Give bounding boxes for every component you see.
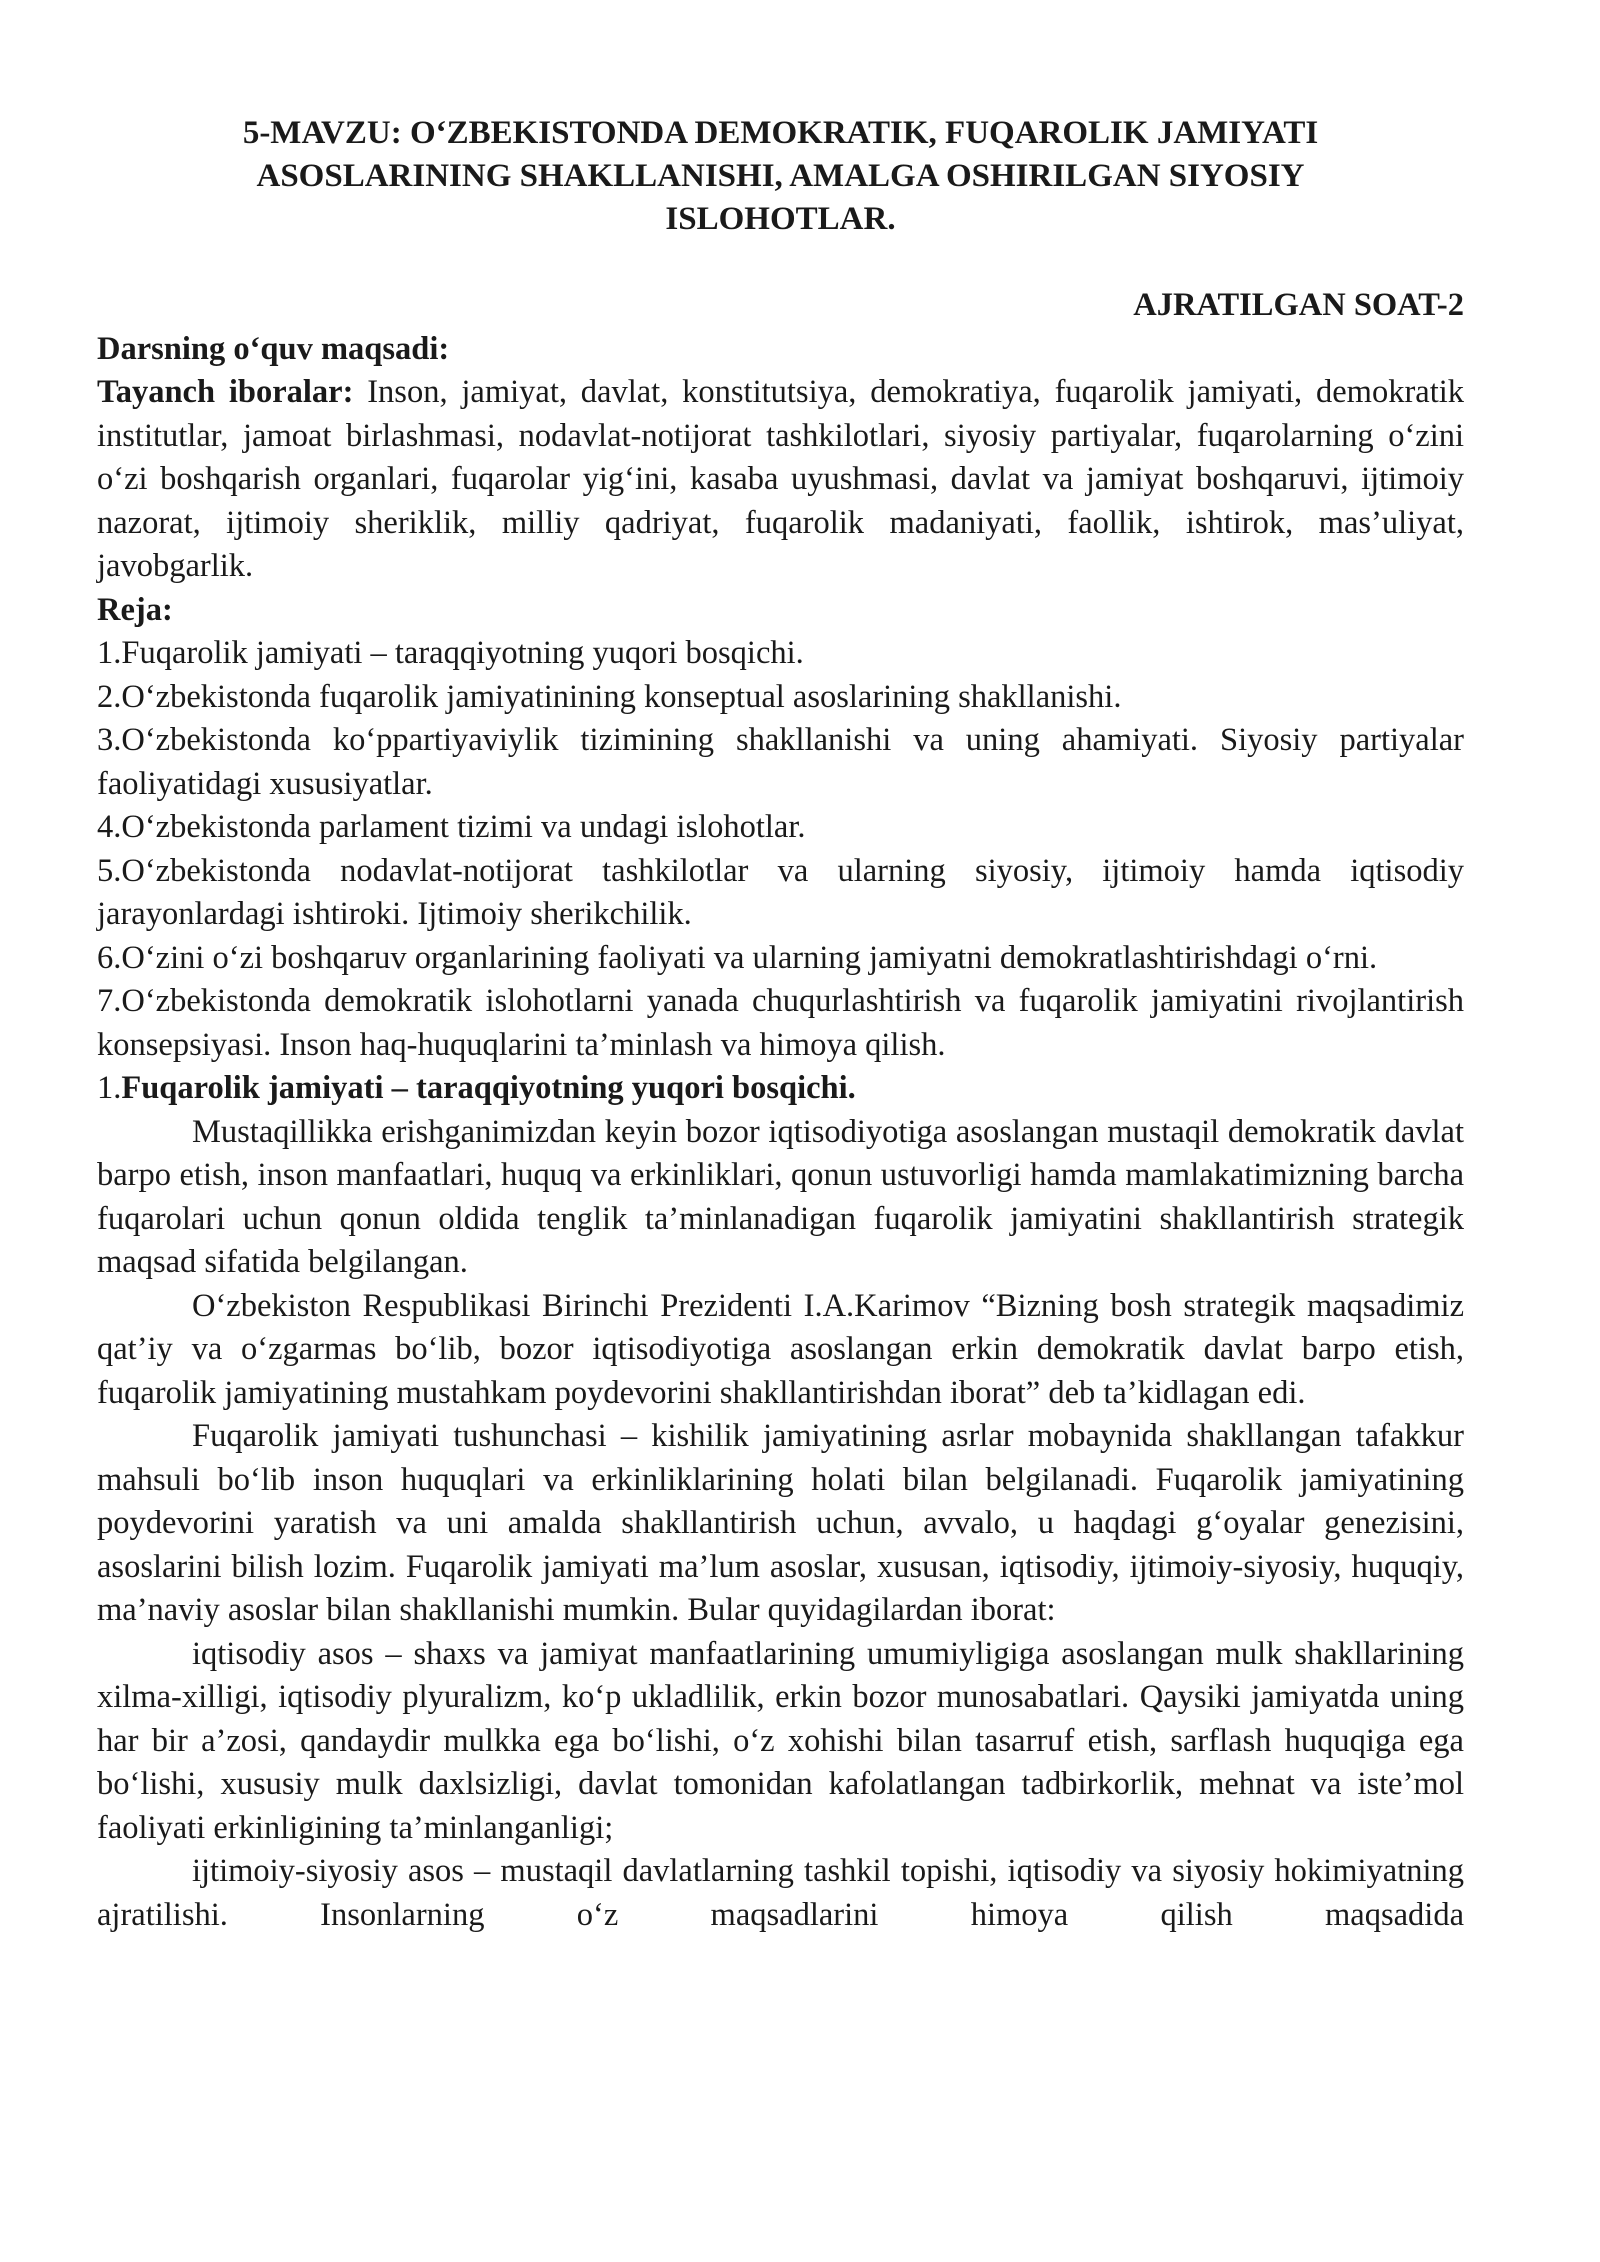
section-title: Fuqarolik jamiyati – taraqqiyotning yuqori bosqichi. (121, 1070, 856, 1106)
page-title: 5-MAVZU: O‘ZBEKISTONDA DEMOKRATIK, FUQAROLIK JAMIYATI ASOSLARINING SHAKLLANISHI, AMALGA OSHIRILGAN SIYOSIY ISLOHOTLAR. (242, 115, 1319, 237)
plan-heading: Reja: (97, 591, 173, 628)
plan-item: 2.O‘zbekistonda fuqarolik jamiyatinining konseptual asoslarining shakllanishi. (97, 678, 1122, 715)
allocated-hours: AJRATILGAN SOAT-2 (1133, 287, 1464, 323)
plan-item: 6.O‘zini o‘zi boshqaruv organlarining faoliyati va ularning jamiyatni demokratlashtirishdagi o‘rni. (97, 939, 1378, 976)
body-paragraph: ijtimoiy-siyosiy asos – mustaqil davlatlarning tashkil topishi, iqtisodiy va siyosiy hokimiyatning ajratilishi. Insonlarning o‘z maqsadlarini himoya qilish maqsadida (97, 1853, 1464, 1933)
plan-item: 4.O‘zbekistonda parlament tizimi va undagi islohotlar. (97, 809, 806, 845)
body-paragraph: iqtisodiy asos – shaxs va jamiyat manfaatlarining umumiyligiga asoslangan mulk shakllarining xilma-xilligi, iqtisodiy plyuralizm, ko‘p ukladlilik, erkin bozor munosabatlari. Qaysiki jamiyatda uning har bir a’zosi, qandaydir mulkka ega bo‘lishi, o‘z xohishi bilan tasarruf etish, sarflash huquqiga ega bo‘lishi, xususiy mulk daxlsizligi, davlat tomonidan kafolatlangan tadbirkorlik, mehnat va iste’mol faoliyati erkinligining ta’minlanganligi; (97, 1635, 1464, 1846)
plan-item: 7.O‘zbekistonda demokratik islohotlarni yanada chuqurlashtirish va fuqarolik jamiyatini rivojlantirish konsepsiyasi. Inson haq-huquqlarini ta’minlash va himoya qilish. (97, 983, 1464, 1063)
document-page (97, 112, 1464, 1937)
keywords-label: Tayanch iboralar: (97, 374, 354, 410)
body-paragraph: O‘zbekiston Respublikasi Birinchi Prezidenti I.A.Karimov “Bizning bosh strategik maqsadimiz qat’iy va o‘zgarmas bo‘lib, bozor iqtisodiyotiga asoslangan erkin demokratik davlat barpo etish, fuqarolik jamiyatining mustahkam poydevorini shakllantirishdan iborat” deb ta’kidlagan edi. (97, 1287, 1464, 1411)
goal-heading: Darsning o‘quv maqsadi: (97, 330, 450, 367)
body-paragraph: Fuqarolik jamiyati tushunchasi – kishilik jamiyatining asrlar mobaynida shakllangan tafakkur mahsuli bo‘lib inson huquqlari va erkinliklarining holati bilan belgilanadi. Fuqarolik jamiyatining poydevorini yaratish va uni amalda shakllantirish uchun, avvalo, u haqdagi g‘oyalar genezisini, asoslarini bilish lozim. Fuqarolik jamiyati ma’lum asoslar, xususan, iqtisodiy, ijtimoiy-siyosiy, huquqiy, ma’naviy asoslar bilan shakllanishi mumkin. Bular quyidagilardan iborat: (97, 1418, 1464, 1628)
plan-item: 1.Fuqarolik jamiyati – taraqqiyotning yuqori bosqichi. (97, 635, 804, 671)
keywords-paragraph (97, 371, 1464, 589)
keywords-text: Inson, jamiyat, davlat, konstitutsiya, demokratiya, fuqarolik jamiyati, demokratik institutlar, jamoat birlashmasi, nodavlat-notijorat tashkilotlari, siyosiy partiyalar, fuqarolarning o‘zini o‘zi boshqarish organlari, fuqarolar yig‘ini, kasaba uyushmasi, davlat va jamiyat boshqaruvi, ijtimoiy nazorat, ijtimoiy sheriklik, milliy qadriyat, fuqarolik madaniyati, faollik, ishtirok, mas’uliyat, javobgarlik. (97, 374, 1465, 584)
plan-item: 5.O‘zbekistonda nodavlat-notijorat tashkilotlar va ularning siyosiy, ijtimoiy hamda iqtisodiy jarayonlardagi ishtiroki. Ijtimoiy sherikchilik. (97, 852, 1464, 932)
body-paragraph: Mustaqillikka erishganimizdan keyin bozor iqtisodiyotiga asoslangan mustaqil demokratik davlat barpo etish, inson manfaatlari, huquq va erkinliklari, qonun ustuvorligi hamda mamlakatimizning barcha fuqarolari uchun qonun oldida tenglik ta’minlanadigan fuqarolik jamiyatini shakllantirish strategik maqsad sifatida belgilangan. (97, 1113, 1464, 1280)
section-number: 1. (97, 1070, 122, 1106)
plan-item: 3.O‘zbekistonda ko‘ppartiyaviylik tizimining shakllanishi va uning ahamiyati. Siyosiy partiyalar faoliyatidagi xususiyatlar. (97, 722, 1464, 802)
section-heading (97, 1067, 1464, 1111)
